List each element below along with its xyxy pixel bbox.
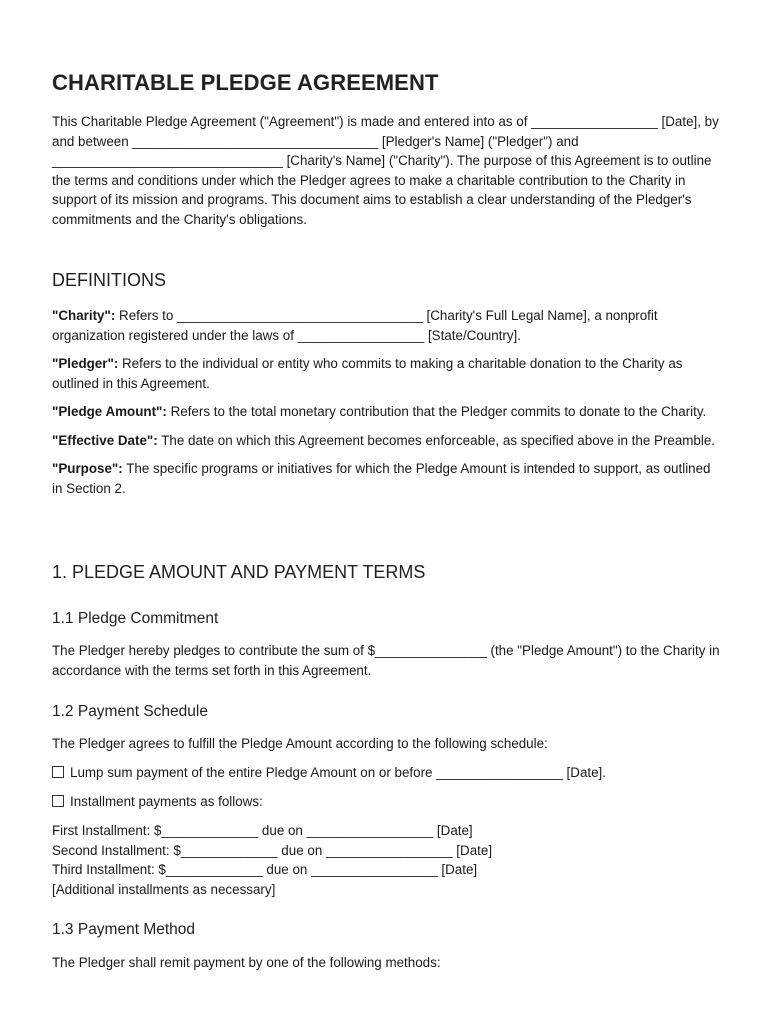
definition-text: Refers to the individual or entity who commits to making a charitable donation to the Charity as outlined in this Agreement.	[52, 356, 683, 391]
section-1-3-heading: 1.3 Payment Method	[52, 921, 196, 938]
definition-text: Refers to _________________________________ [Charity's Full Legal Name], a nonprofit organization registered under the laws of _________________ [State/Country].	[52, 308, 658, 343]
payment-method-paragraph: The Pledger shall remit payment by one of the following methods:	[52, 955, 441, 970]
definition-charity	[52, 306, 720, 345]
definition-effective-date	[52, 431, 720, 451]
preamble-paragraph: This Charitable Pledge Agreement ("Agreement") is made and entered into as of _________________ [Date], by and between _________________________________ [Pledger's Name] ("Pledger") and _______________________________ [Charity's Name] ("Charity"). The purpose of this Agreement is to outline the terms and conditions under which the Pledger agrees to make a charitable contribution to the Charity in support of its mission and programs. This document aims to establish a clear understanding of the Pledger's commitments and the Charity's obligations.	[52, 114, 719, 227]
installment-line-second: Second Installment: $_____________ due on _________________ [Date]	[52, 842, 493, 858]
definition-text: The date on which this Agreement becomes enforceable, as specified above in the Preamble.	[157, 432, 716, 448]
lump-sum-option	[52, 763, 720, 783]
installment-line-third: Third Installment: $_____________ due on _________________ [Date]	[52, 862, 478, 877]
definition-pledger	[52, 354, 720, 393]
document-title: CHARITABLE PLEDGE AGREEMENT	[52, 70, 439, 95]
payment-schedule-paragraph: The Pledger agrees to fulfill the Pledge Amount according to the following schedule:	[52, 736, 548, 751]
definition-term: "Pledger":	[52, 356, 119, 371]
installment-label: Installment payments as follows:	[70, 794, 263, 809]
installment-checkbox[interactable]	[52, 795, 64, 807]
installment-line-first: First Installment: $_____________ due on _________________ [Date]	[52, 823, 473, 838]
definition-term: "Pledge Amount":	[52, 404, 167, 419]
installment-option	[52, 792, 720, 812]
pledge-commitment-paragraph: The Pledger hereby pledges to contribute the sum of $_______________ (the "Pledge Amount") to the Charity in accordance with the terms set forth in this Agreement.	[52, 643, 720, 678]
section-1-2-heading: 1.2 Payment Schedule	[52, 703, 208, 720]
installment-list	[52, 821, 720, 899]
definition-purpose	[52, 459, 720, 498]
definition-text: The specific programs or initiatives for which the Pledge Amount is intended to support, as outlined in Section 2.	[52, 461, 711, 496]
lump-sum-checkbox[interactable]	[52, 766, 64, 778]
definition-pledge-amount	[52, 402, 720, 422]
lump-sum-label: Lump sum payment of the entire Pledge Amount on or before _________________ [Date].	[70, 765, 606, 780]
definitions-list	[52, 306, 720, 507]
definition-term: "Purpose":	[52, 461, 123, 476]
definition-term: "Effective Date":	[52, 432, 158, 448]
section-1-1-heading: 1.1 Pledge Commitment	[52, 610, 219, 627]
installment-line-additional: [Additional installments as necessary]	[52, 881, 276, 897]
definitions-heading: DEFINITIONS	[52, 270, 167, 290]
definition-text: Refers to the total monetary contribution that the Pledger commits to donate to the Charity.	[166, 404, 707, 419]
section-1-heading: 1. PLEDGE AMOUNT AND PAYMENT TERMS	[52, 562, 426, 582]
definition-term: "Charity":	[52, 308, 116, 323]
